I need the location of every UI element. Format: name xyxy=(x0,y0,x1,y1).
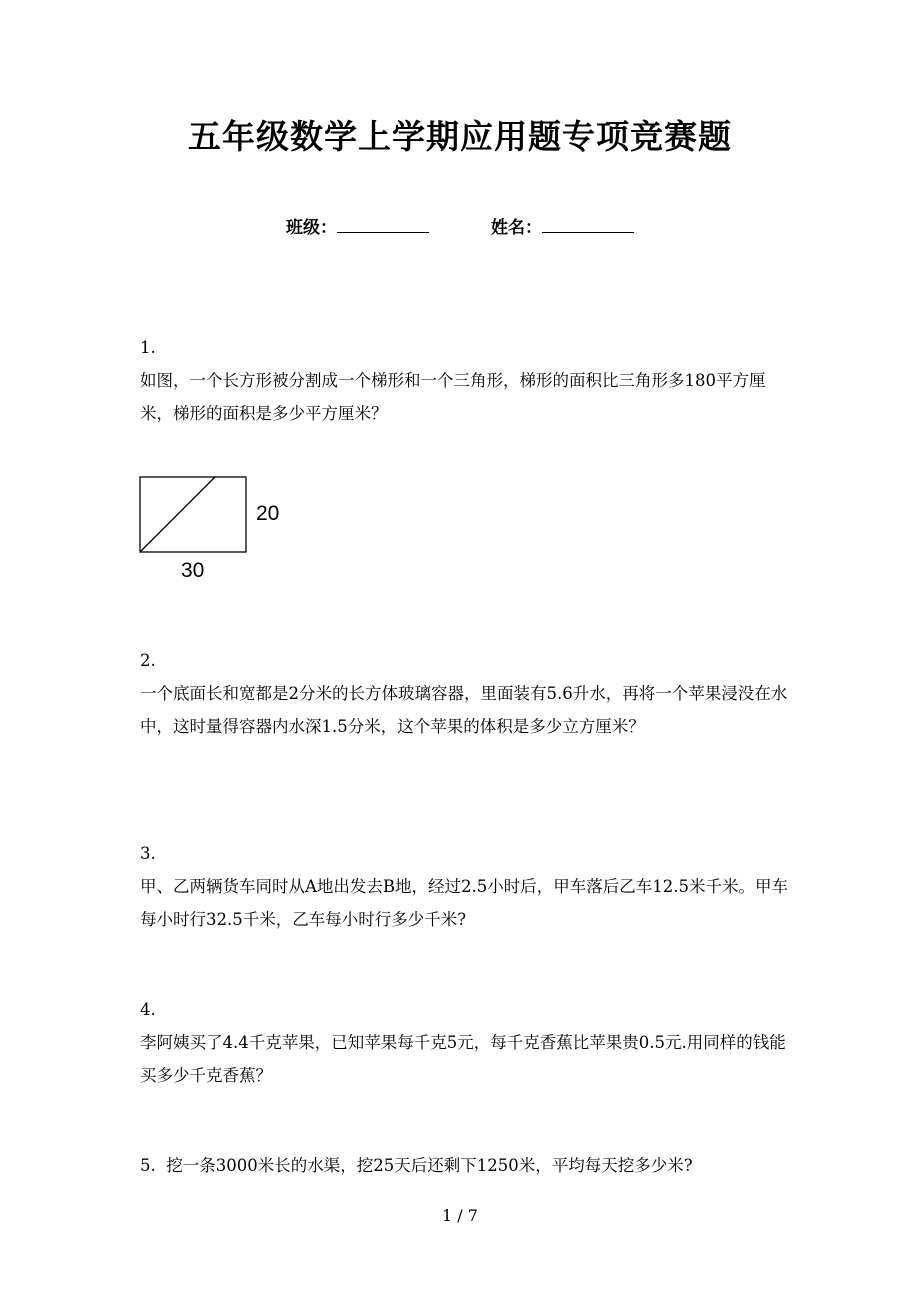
question-text: 如图，一个长方形被分割成一个梯形和一个三角形，梯形的面积比三角形多180平方厘米，梯形的面积是多少平方厘米？ xyxy=(140,371,766,423)
name-field xyxy=(491,214,634,240)
class-field xyxy=(286,214,429,240)
name-blank[interactable] xyxy=(542,214,634,233)
page-number: 1 / 7 xyxy=(442,1206,478,1225)
question-number: 3. xyxy=(140,844,156,863)
question-text: 一个底面长和宽都是2分米的长方体玻璃容器，里面装有5.6升水，再将一个苹果浸没在水中，这时量得容器内水深1.5分米，这个苹果的体积是多少立方厘米？ xyxy=(140,684,788,736)
student-info-row xyxy=(0,214,920,240)
question-number: 2. xyxy=(140,651,156,670)
diagonal-line xyxy=(140,477,215,552)
question-number: 1. xyxy=(140,338,156,357)
question-5 xyxy=(140,1149,790,1182)
question-number: 5. xyxy=(140,1156,156,1175)
rectangle-diagram xyxy=(138,474,298,589)
name-label: 姓名： xyxy=(490,218,542,238)
class-blank[interactable] xyxy=(337,214,429,233)
page-title: 五年级数学上学期应用题专项竞赛题 xyxy=(188,117,732,156)
class-label: 班级： xyxy=(286,218,338,238)
question-1 xyxy=(140,331,790,430)
rectangle-outline xyxy=(140,477,246,552)
question-2 xyxy=(140,644,790,743)
question-text: 李阿姨买了4.4千克苹果，已知苹果每千克5元，每千克香蕉比苹果贵0.5元.用同样的钱能买多少千克香蕉？ xyxy=(140,1033,786,1085)
rectangle-figure xyxy=(138,474,298,589)
question-3 xyxy=(140,837,790,936)
question-text: 甲、乙两辆货车同时从A地出发去B地，经过2.5小时后，甲车落后乙车12.5米千米。甲车每小时行32.5千米，乙车每小时行多少千米? xyxy=(140,877,789,929)
question-text: 挖一条3000米长的水渠，挖25天后还剩下1250米，平均每天挖多少米? xyxy=(166,1156,693,1175)
question-number: 4. xyxy=(140,1000,156,1019)
question-4 xyxy=(140,993,790,1092)
width-label: 30 xyxy=(181,559,205,582)
height-label: 20 xyxy=(256,502,280,525)
